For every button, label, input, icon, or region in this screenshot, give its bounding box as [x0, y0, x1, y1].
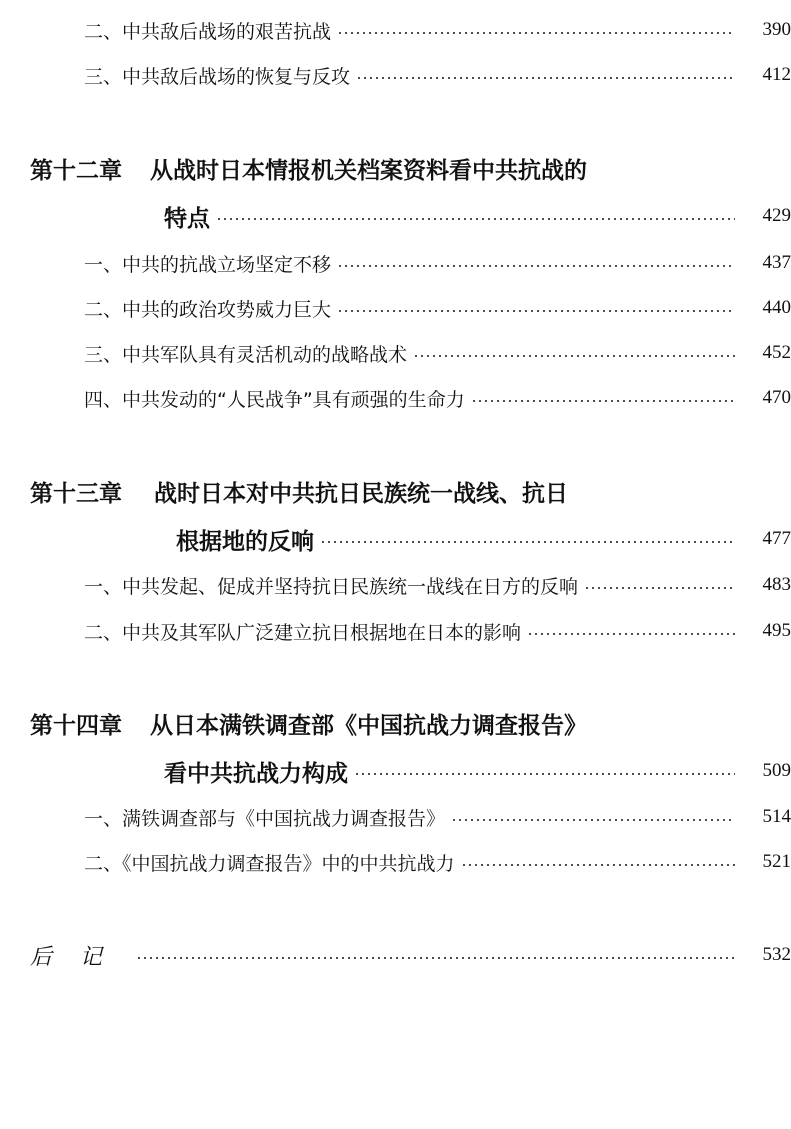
toc-entry[interactable]	[0, 248, 791, 278]
dot-leader	[337, 265, 735, 267]
toc-entry-title: 四、中共发动的“人民战争”具有顽强的生命力	[84, 388, 465, 411]
dot-leader	[216, 218, 735, 220]
dot-leader	[354, 773, 735, 775]
page-number: 452	[762, 342, 791, 363]
toc-entry-title: 二、中共的政治攻势威力巨大	[84, 298, 332, 321]
chapter-title: 从战时日本情报机关档案资料看中共抗战的	[150, 157, 587, 184]
toc-entry-title: 二、中共及其军队广泛建立抗日根据地在日本的影响	[84, 621, 522, 644]
toc-entry[interactable]	[0, 570, 791, 600]
dot-leader	[471, 400, 735, 402]
dot-leader	[337, 32, 735, 34]
toc-entry[interactable]	[0, 338, 791, 368]
toc-entry[interactable]	[0, 756, 791, 786]
chapter-heading[interactable]	[0, 708, 791, 738]
toc-entry[interactable]	[0, 60, 791, 90]
afterword-title: 后记	[30, 944, 131, 970]
toc-entry-title: 三、中共敌后战场的恢复与反攻	[84, 65, 351, 88]
chapter-number: 第十三章	[30, 480, 122, 507]
chapter-title: 从日本满铁调查部《中国抗战力调查报告》	[150, 712, 587, 739]
chapter-heading[interactable]	[0, 153, 791, 183]
dot-leader	[320, 541, 735, 543]
dot-leader	[527, 633, 735, 635]
page-number: 390	[762, 19, 791, 40]
chapter-title: 战时日本对中共抗日民族统一战线、抗日	[154, 480, 568, 507]
chapter-title-continuation: 根据地的反响	[176, 528, 314, 555]
page-number: 509	[762, 760, 791, 781]
page-number: 437	[762, 252, 791, 273]
page-number: 412	[762, 64, 791, 85]
chapter-title-continuation: 看中共抗战力构成	[164, 760, 348, 787]
chapter-title-continuation: 特点	[164, 205, 210, 232]
toc-entry-title: 三、中共军队具有灵活机动的战略战术	[84, 343, 408, 366]
chapter-number: 第十二章	[30, 157, 122, 184]
toc-entry[interactable]	[0, 383, 791, 413]
toc-entry-title: 二、中共敌后战场的艰苦抗战	[84, 20, 332, 43]
page-number: 514	[762, 806, 791, 827]
page-number: 440	[762, 297, 791, 318]
dot-leader	[136, 957, 735, 959]
page-number: 521	[762, 851, 791, 872]
toc-entry[interactable]	[0, 847, 791, 877]
chapter-heading[interactable]	[0, 476, 791, 506]
toc-entry-title: 二、《中国抗战力调查报告》中的中共抗战力	[84, 852, 455, 875]
page-number: 532	[762, 944, 791, 965]
toc-entry[interactable]	[0, 616, 791, 646]
dot-leader	[413, 355, 735, 357]
toc-entry[interactable]	[0, 802, 791, 832]
toc-entry-title: 一、中共发起、促成并坚持抗日民族统一战线在日方的反响	[84, 575, 579, 598]
toc-entry[interactable]	[0, 15, 791, 45]
dot-leader	[337, 310, 735, 312]
page-number: 483	[762, 574, 791, 595]
toc-entry[interactable]	[0, 293, 791, 323]
dot-leader	[356, 77, 735, 79]
page-number: 477	[762, 528, 791, 549]
dot-leader	[461, 864, 735, 866]
page-number: 429	[762, 205, 791, 226]
chapter-number: 第十四章	[30, 712, 122, 739]
toc-entry[interactable]	[0, 524, 791, 554]
toc-entry-title: 一、中共的抗战立场坚定不移	[84, 253, 332, 276]
dot-leader	[584, 587, 735, 589]
toc-entry[interactable]	[0, 201, 791, 231]
dot-leader	[451, 819, 735, 821]
toc-entry-title: 一、满铁调查部与《中国抗战力调查报告》	[84, 807, 446, 830]
toc-entry[interactable]	[0, 940, 791, 970]
page-number: 470	[762, 387, 791, 408]
page-number: 495	[762, 620, 791, 641]
